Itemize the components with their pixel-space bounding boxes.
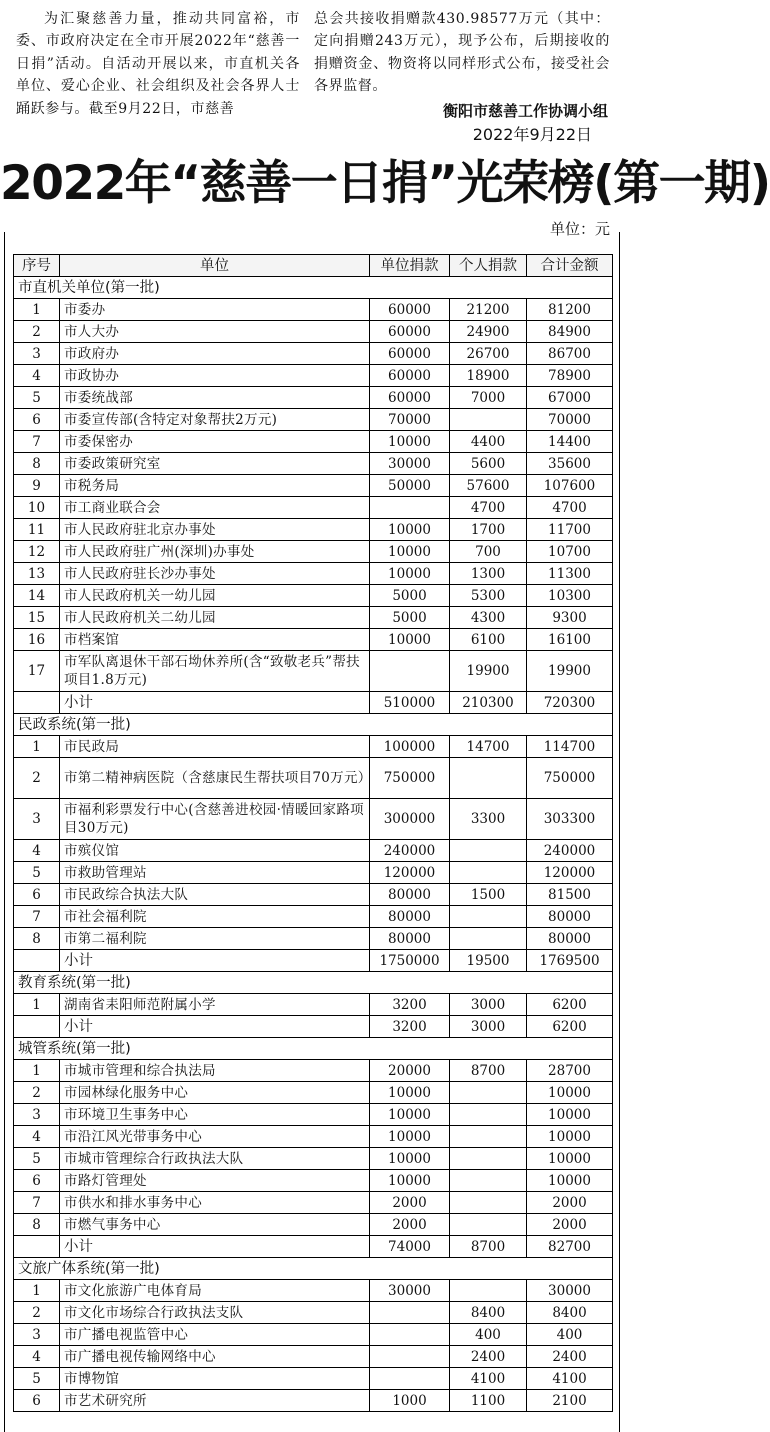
row-org-donation: 10000 (370, 629, 450, 651)
row-org-donation: 1000 (370, 1390, 450, 1412)
table-row (14, 840, 613, 862)
row-org-donation (370, 1346, 450, 1368)
row-number: 4 (14, 365, 60, 387)
row-total: 11700 (527, 519, 613, 541)
row-personal-donation: 2400 (450, 1346, 527, 1368)
header-unit: 单位 (60, 255, 370, 277)
row-total: 81500 (527, 884, 613, 906)
row-unit-name: 市政协办 (60, 365, 370, 387)
row-personal-donation: 19900 (450, 651, 527, 692)
row-unit-name: 市城市管理和综合执法局 (60, 1060, 370, 1082)
row-unit-name: 市人大办 (60, 321, 370, 343)
subtotal-row (14, 692, 613, 714)
row-unit-name: 市园林绿化服务中心 (60, 1082, 370, 1104)
row-personal-donation (450, 1082, 527, 1104)
row-number: 17 (14, 651, 60, 692)
table-row (14, 475, 613, 497)
row-unit-name: 市委保密办 (60, 431, 370, 453)
row-total: 35600 (527, 453, 613, 475)
row-number: 2 (14, 1302, 60, 1324)
row-total: 10300 (527, 585, 613, 607)
section-title: 城管系统(第一批) (14, 1038, 613, 1060)
row-total: 84900 (527, 321, 613, 343)
table-row (14, 409, 613, 431)
row-org-donation: 10000 (370, 519, 450, 541)
section-title: 民政系统(第一批) (14, 714, 613, 736)
row-personal-donation: 400 (450, 1324, 527, 1346)
subtotal-row (14, 1016, 613, 1038)
section-header-row (14, 277, 613, 299)
table-row (14, 1082, 613, 1104)
row-number: 4 (14, 840, 60, 862)
row-org-donation: 60000 (370, 365, 450, 387)
table-row (14, 884, 613, 906)
table-row (14, 431, 613, 453)
row-org-donation: 100000 (370, 736, 450, 758)
row-total: 2400 (527, 1346, 613, 1368)
page-title: 2022年“慈善一日捐”光荣榜(第一期) (0, 156, 770, 211)
row-unit-name: 市委统战部 (60, 387, 370, 409)
row-total: 81200 (527, 299, 613, 321)
row-unit-name: 市救助管理站 (60, 862, 370, 884)
row-personal-donation: 1700 (450, 519, 527, 541)
row-org-donation: 2000 (370, 1192, 450, 1214)
row-personal-donation: 7000 (450, 387, 527, 409)
row-org-donation (370, 1324, 450, 1346)
row-total: 86700 (527, 343, 613, 365)
row-total: 2000 (527, 1192, 613, 1214)
row-total: 10000 (527, 1104, 613, 1126)
row-number: 6 (14, 1390, 60, 1412)
subtotal-label: 小计 (60, 692, 370, 714)
row-org-donation: 30000 (370, 1280, 450, 1302)
row-org-donation (370, 1302, 450, 1324)
subtotal-org-donation: 1750000 (370, 950, 450, 972)
table-row (14, 1192, 613, 1214)
row-org-donation: 60000 (370, 387, 450, 409)
table-header-row (14, 255, 613, 277)
row-unit-name: 市路灯管理处 (60, 1170, 370, 1192)
section-header-row (14, 972, 613, 994)
row-unit-name: 市委政策研究室 (60, 453, 370, 475)
subtotal-total: 1769500 (527, 950, 613, 972)
section-header-row (14, 1258, 613, 1280)
table-row (14, 862, 613, 884)
row-number: 2 (14, 758, 60, 799)
row-total: 10000 (527, 1170, 613, 1192)
row-total: 2000 (527, 1214, 613, 1236)
row-personal-donation: 26700 (450, 343, 527, 365)
table-row (14, 497, 613, 519)
table-row (14, 1170, 613, 1192)
row-org-donation: 80000 (370, 928, 450, 950)
row-total: 78900 (527, 365, 613, 387)
row-total: 10000 (527, 1082, 613, 1104)
row-number: 10 (14, 497, 60, 519)
table-row (14, 299, 613, 321)
row-personal-donation (450, 409, 527, 431)
row-total: 6200 (527, 994, 613, 1016)
row-number: 8 (14, 1214, 60, 1236)
row-number: 3 (14, 799, 60, 840)
row-number: 11 (14, 519, 60, 541)
row-unit-name: 市城市管理综合行政执法大队 (60, 1148, 370, 1170)
table-row (14, 321, 613, 343)
row-number: 6 (14, 884, 60, 906)
row-personal-donation: 4400 (450, 431, 527, 453)
row-number: 12 (14, 541, 60, 563)
row-personal-donation (450, 1170, 527, 1192)
subtotal-personal-donation: 8700 (450, 1236, 527, 1258)
row-personal-donation: 3000 (450, 994, 527, 1016)
row-org-donation: 10000 (370, 1148, 450, 1170)
row-number: 3 (14, 343, 60, 365)
row-number: 7 (14, 906, 60, 928)
row-unit-name: 市人民政府驻广州(深圳)办事处 (60, 541, 370, 563)
row-total: 750000 (527, 758, 613, 799)
row-org-donation: 80000 (370, 906, 450, 928)
section-header-row (14, 1038, 613, 1060)
table-row (14, 1104, 613, 1126)
row-personal-donation: 5300 (450, 585, 527, 607)
row-org-donation: 10000 (370, 1126, 450, 1148)
row-unit-name: 市人民政府驻长沙办事处 (60, 563, 370, 585)
row-unit-name: 市文化市场综合行政执法支队 (60, 1302, 370, 1324)
row-org-donation: 10000 (370, 541, 450, 563)
donation-table (13, 254, 613, 1412)
table-row (14, 585, 613, 607)
row-number: 4 (14, 1126, 60, 1148)
row-total: 67000 (527, 387, 613, 409)
table-row (14, 906, 613, 928)
table-row (14, 799, 613, 840)
row-total: 4700 (527, 497, 613, 519)
row-number: 7 (14, 1192, 60, 1214)
table-row (14, 1324, 613, 1346)
row-number: 8 (14, 928, 60, 950)
row-total: 10000 (527, 1126, 613, 1148)
row-org-donation: 5000 (370, 607, 450, 629)
row-unit-name: 市委办 (60, 299, 370, 321)
row-total: 19900 (527, 651, 613, 692)
table-row (14, 607, 613, 629)
row-total: 10700 (527, 541, 613, 563)
row-personal-donation: 4100 (450, 1368, 527, 1390)
row-personal-donation: 6100 (450, 629, 527, 651)
row-personal-donation: 8700 (450, 1060, 527, 1082)
row-number: 1 (14, 1060, 60, 1082)
signature-organization: 衡阳市慈善工作协调小组 (442, 102, 608, 120)
row-unit-name: 市人民政府机关二幼儿园 (60, 607, 370, 629)
row-org-donation (370, 497, 450, 519)
subtotal-personal-donation: 19500 (450, 950, 527, 972)
table-row (14, 365, 613, 387)
row-unit-name: 市艺术研究所 (60, 1390, 370, 1412)
row-personal-donation (450, 862, 527, 884)
row-org-donation: 10000 (370, 1170, 450, 1192)
table-row (14, 994, 613, 1016)
table-row (14, 928, 613, 950)
row-total: 80000 (527, 906, 613, 928)
row-unit-name: 市沿江风光带事务中心 (60, 1126, 370, 1148)
row-unit-name: 市人民政府驻北京办事处 (60, 519, 370, 541)
row-total: 11300 (527, 563, 613, 585)
row-org-donation: 300000 (370, 799, 450, 840)
row-unit-name: 市福利彩票发行中心(含慈善进校园·情暖回家路项目30万元) (60, 799, 370, 840)
row-unit-name: 市广播电视传输网络中心 (60, 1346, 370, 1368)
row-org-donation: 10000 (370, 431, 450, 453)
row-personal-donation: 18900 (450, 365, 527, 387)
row-number: 2 (14, 321, 60, 343)
table-row (14, 1368, 613, 1390)
header-org-donation: 单位捐款 (370, 255, 450, 277)
signature-date: 2022年9月22日 (472, 125, 592, 144)
subtotal-row (14, 950, 613, 972)
row-unit-name: 市第二精神病医院（含慈康民生帮扶项目70万元） (60, 758, 370, 799)
intro-paragraph-left: 为汇聚慈善力量，推动共同富裕，市委、市政府决定在全市开展2022年“慈善一日捐”活动。自活动开展以来，市直机关各单位、爱心企业、社会组织及社会各界人士踊跃参与。截至9月22日，市慈善 (16, 11, 300, 117)
row-total: 114700 (527, 736, 613, 758)
row-unit-name: 市第二福利院 (60, 928, 370, 950)
subtotal-org-donation: 74000 (370, 1236, 450, 1258)
table-row (14, 1060, 613, 1082)
row-total: 303300 (527, 799, 613, 840)
section-title: 文旅广体系统(第一批) (14, 1258, 613, 1280)
table-row (14, 736, 613, 758)
row-unit-name: 湖南省耒阳师范附属小学 (60, 994, 370, 1016)
row-personal-donation: 4700 (450, 497, 527, 519)
table-row (14, 1126, 613, 1148)
row-number: 2 (14, 1082, 60, 1104)
row-number: 5 (14, 1148, 60, 1170)
table-body (14, 277, 613, 1412)
row-personal-donation: 4300 (450, 607, 527, 629)
row-personal-donation: 14700 (450, 736, 527, 758)
subtotal-total: 6200 (527, 1016, 613, 1038)
row-personal-donation: 700 (450, 541, 527, 563)
row-unit-name: 市民政综合执法大队 (60, 884, 370, 906)
row-total: 30000 (527, 1280, 613, 1302)
table-row (14, 629, 613, 651)
row-number: 7 (14, 431, 60, 453)
table-row (14, 1390, 613, 1412)
row-total: 10000 (527, 1148, 613, 1170)
row-personal-donation (450, 758, 527, 799)
row-personal-donation: 1300 (450, 563, 527, 585)
row-total: 9300 (527, 607, 613, 629)
row-number: 1 (14, 1280, 60, 1302)
row-org-donation (370, 651, 450, 692)
row-org-donation: 120000 (370, 862, 450, 884)
row-unit-name: 市军队离退休干部石坳休养所(含“致敬老兵”帮扶项目1.8万元) (60, 651, 370, 692)
row-personal-donation (450, 1192, 527, 1214)
table-row (14, 519, 613, 541)
subtotal-blank (14, 692, 60, 714)
row-personal-donation: 1100 (450, 1390, 527, 1412)
section-title: 教育系统(第一批) (14, 972, 613, 994)
subtotal-label: 小计 (60, 1016, 370, 1038)
row-personal-donation (450, 1280, 527, 1302)
row-unit-name: 市文化旅游广电体育局 (60, 1280, 370, 1302)
section-header-row (14, 714, 613, 736)
row-total: 14400 (527, 431, 613, 453)
subtotal-total: 720300 (527, 692, 613, 714)
table-row (14, 541, 613, 563)
header-personal-donation: 个人捐款 (450, 255, 527, 277)
row-unit-name: 市政府办 (60, 343, 370, 365)
row-number: 6 (14, 1170, 60, 1192)
row-unit-name: 市殡仪馆 (60, 840, 370, 862)
row-org-donation: 60000 (370, 343, 450, 365)
row-personal-donation: 57600 (450, 475, 527, 497)
row-personal-donation: 3300 (450, 799, 527, 840)
header-total: 合计金额 (527, 255, 613, 277)
subtotal-org-donation: 3200 (370, 1016, 450, 1038)
table-row (14, 1346, 613, 1368)
row-total: 4100 (527, 1368, 613, 1390)
row-personal-donation (450, 1214, 527, 1236)
row-personal-donation: 21200 (450, 299, 527, 321)
row-number: 5 (14, 387, 60, 409)
row-number: 8 (14, 453, 60, 475)
row-total: 70000 (527, 409, 613, 431)
row-unit-name: 市档案馆 (60, 629, 370, 651)
row-number: 3 (14, 1104, 60, 1126)
row-personal-donation (450, 1148, 527, 1170)
row-number: 1 (14, 994, 60, 1016)
subtotal-blank (14, 1016, 60, 1038)
row-org-donation: 5000 (370, 585, 450, 607)
row-number: 1 (14, 736, 60, 758)
row-org-donation: 2000 (370, 1214, 450, 1236)
row-unit-name: 市委宣传部(含特定对象帮扶2万元) (60, 409, 370, 431)
row-total: 80000 (527, 928, 613, 950)
unit-label: 单位：元 (549, 220, 610, 238)
row-unit-name: 市广播电视监管中心 (60, 1324, 370, 1346)
row-number: 3 (14, 1324, 60, 1346)
table-row (14, 651, 613, 692)
row-personal-donation: 8400 (450, 1302, 527, 1324)
row-number: 4 (14, 1346, 60, 1368)
row-number: 14 (14, 585, 60, 607)
subtotal-blank (14, 950, 60, 972)
subtotal-label: 小计 (60, 950, 370, 972)
table-row (14, 563, 613, 585)
row-personal-donation: 1500 (450, 884, 527, 906)
row-number: 1 (14, 299, 60, 321)
row-number: 9 (14, 475, 60, 497)
row-total: 107600 (527, 475, 613, 497)
row-org-donation: 10000 (370, 1082, 450, 1104)
subtotal-personal-donation: 210300 (450, 692, 527, 714)
row-personal-donation: 5600 (450, 453, 527, 475)
row-unit-name: 市人民政府机关一幼儿园 (60, 585, 370, 607)
row-total: 8400 (527, 1302, 613, 1324)
row-unit-name: 市供水和排水事务中心 (60, 1192, 370, 1214)
row-org-donation: 3200 (370, 994, 450, 1016)
row-org-donation: 60000 (370, 299, 450, 321)
row-number: 13 (14, 563, 60, 585)
subtotal-row (14, 1236, 613, 1258)
table-row (14, 343, 613, 365)
subtotal-label: 小计 (60, 1236, 370, 1258)
row-total: 400 (527, 1324, 613, 1346)
row-unit-name: 市燃气事务中心 (60, 1214, 370, 1236)
table-row (14, 1302, 613, 1324)
row-personal-donation (450, 928, 527, 950)
row-org-donation: 50000 (370, 475, 450, 497)
table-row (14, 453, 613, 475)
row-org-donation: 60000 (370, 321, 450, 343)
row-personal-donation (450, 906, 527, 928)
subtotal-blank (14, 1236, 60, 1258)
row-org-donation: 10000 (370, 1104, 450, 1126)
intro-paragraph-right: 总会共接收捐赠款430.98577万元（其中：定向捐赠243万元），现予公布，后期接收的捐赠资金、物资将以同样形式公布，接受社会各界监督。 (314, 11, 610, 95)
row-org-donation: 750000 (370, 758, 450, 799)
row-total: 28700 (527, 1060, 613, 1082)
row-unit-name: 市社会福利院 (60, 906, 370, 928)
row-org-donation: 10000 (370, 563, 450, 585)
row-org-donation: 20000 (370, 1060, 450, 1082)
subtotal-org-donation: 510000 (370, 692, 450, 714)
section-title: 市直机关单位(第一批) (14, 277, 613, 299)
row-unit-name: 市民政局 (60, 736, 370, 758)
row-total: 240000 (527, 840, 613, 862)
row-org-donation (370, 1368, 450, 1390)
row-number: 5 (14, 862, 60, 884)
row-number: 5 (14, 1368, 60, 1390)
row-personal-donation: 24900 (450, 321, 527, 343)
row-total: 16100 (527, 629, 613, 651)
row-personal-donation (450, 840, 527, 862)
row-org-donation: 240000 (370, 840, 450, 862)
table-row (14, 758, 613, 799)
row-unit-name: 市工商业联合会 (60, 497, 370, 519)
row-personal-donation (450, 1126, 527, 1148)
table-row (14, 1280, 613, 1302)
row-unit-name: 市博物馆 (60, 1368, 370, 1390)
row-org-donation: 30000 (370, 453, 450, 475)
table-row (14, 387, 613, 409)
row-personal-donation (450, 1104, 527, 1126)
header-no: 序号 (14, 255, 60, 277)
row-number: 16 (14, 629, 60, 651)
row-org-donation: 80000 (370, 884, 450, 906)
row-total: 120000 (527, 862, 613, 884)
row-number: 15 (14, 607, 60, 629)
row-unit-name: 市环境卫生事务中心 (60, 1104, 370, 1126)
row-org-donation: 70000 (370, 409, 450, 431)
row-unit-name: 市税务局 (60, 475, 370, 497)
subtotal-personal-donation: 3000 (450, 1016, 527, 1038)
row-number: 6 (14, 409, 60, 431)
table-row (14, 1148, 613, 1170)
row-total: 2100 (527, 1390, 613, 1412)
table-row (14, 1214, 613, 1236)
subtotal-total: 82700 (527, 1236, 613, 1258)
